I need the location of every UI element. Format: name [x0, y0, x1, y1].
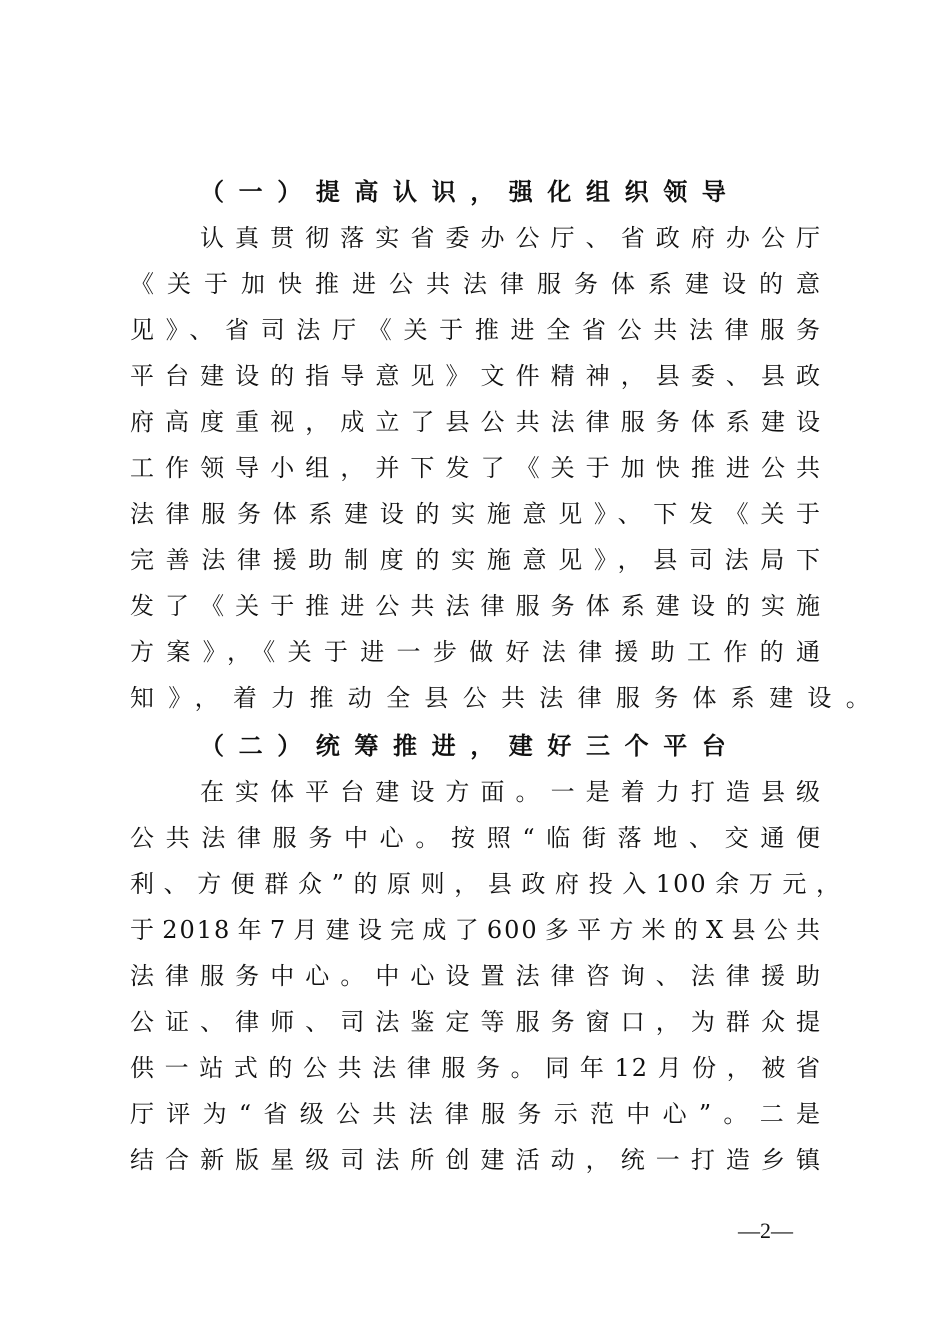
paragraph-line: 知》，着力推动全县公共法律服务体系建设。	[130, 684, 884, 712]
paragraph-line: 在实体平台建设方面。一是着力打造县级	[200, 778, 822, 806]
paragraph-line: 结合新版星级司法所创建活动，统一打造乡镇	[130, 1146, 822, 1174]
paragraph-line: 厅评为“省级公共法律服务示范中心”。二是	[130, 1100, 822, 1128]
paragraph-line: 认真贯彻落实省委办公厅、省政府办公厅	[200, 224, 822, 252]
page-number: —2—	[738, 1218, 793, 1243]
paragraph-line: 见》、省司法厅《关于推进全省公共法律服务	[130, 316, 822, 344]
paragraph-line: 方案》，《关于进一步做好法律援助工作的通	[130, 638, 822, 666]
paragraph-line: 完善法律援助制度的实施意见》，县司法局下	[130, 546, 822, 574]
paragraph-line: 《关于加快推进公共法律服务体系建设的意	[130, 270, 822, 298]
paragraph-line: 公共法律服务中心。按照“临街落地、交通便	[130, 824, 822, 852]
section-heading: （一）提高认识，强化组织领导	[200, 177, 741, 206]
paragraph-line: 府高度重视，成立了县公共法律服务体系建设	[130, 408, 822, 436]
paragraph-line: 法律服务体系建设的实施意见》、下发《关于	[130, 500, 822, 528]
paragraph-line: 法律服务中心。中心设置法律咨询、法律援助	[130, 962, 822, 990]
paragraph-line: 工作领导小组，并下发了《关于加快推进公共	[130, 454, 822, 482]
paragraph-line: 公证、律师、司法鉴定等服务窗口，为群众提	[130, 1008, 822, 1036]
paragraph-line: 平台建设的指导意见》文件精神，县委、县政	[130, 362, 822, 390]
paragraph-line: 利、方便群众”的原则，县政府投入100余万元，	[130, 870, 842, 898]
paragraph-line: 发了《关于推进公共法律服务体系建设的实施	[130, 592, 822, 620]
paragraph-line: 于2018年7月建设完成了600多平方米的X县公共	[130, 916, 822, 944]
section-heading: （二）统筹推进，建好三个平台	[200, 731, 741, 760]
paragraph-line: 供一站式的公共法律服务。同年12月份，被省	[130, 1054, 822, 1082]
